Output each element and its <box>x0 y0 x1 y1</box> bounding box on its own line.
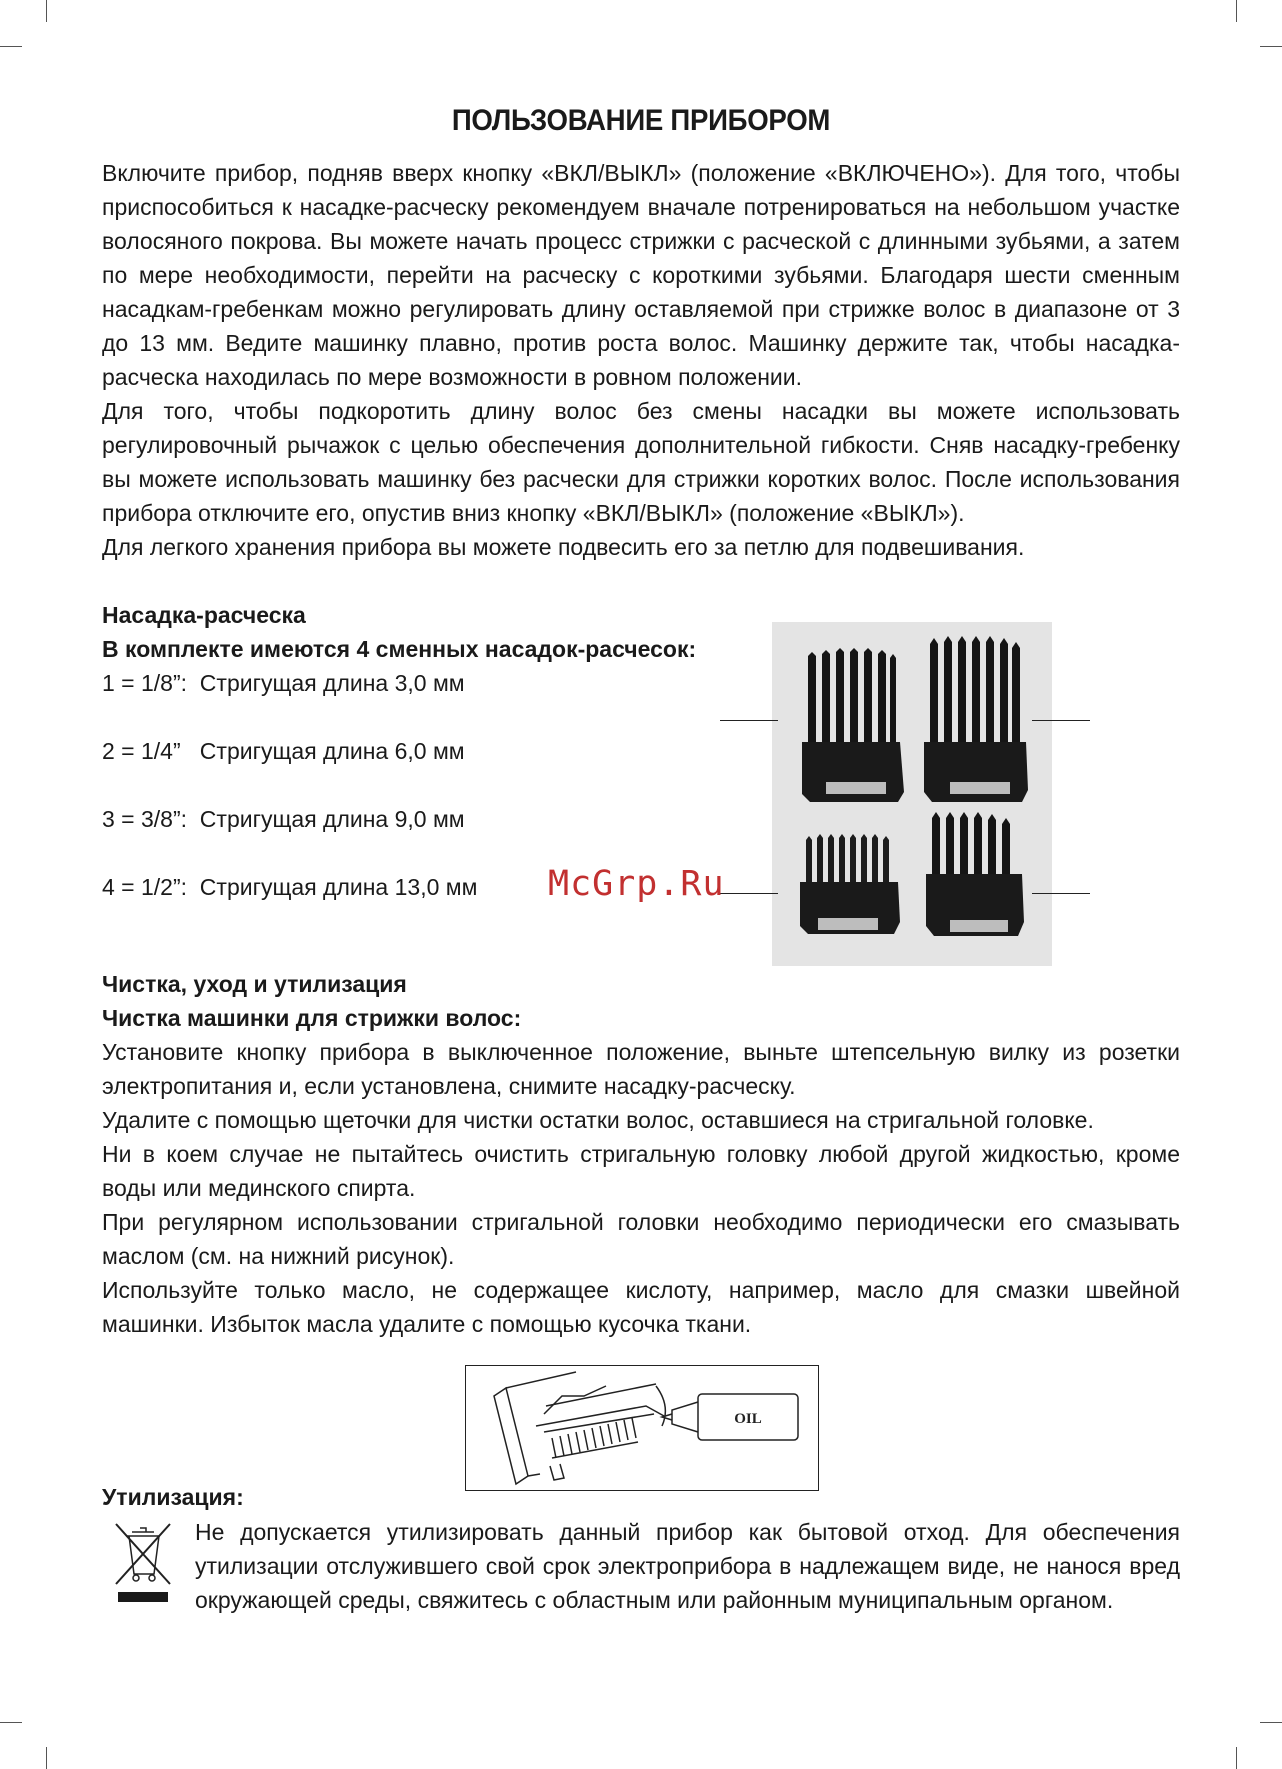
watermark: McGrp.Ru <box>548 864 725 904</box>
comb-heading: Насадка-расческа <box>102 602 306 628</box>
leader-line <box>720 720 778 721</box>
intro-paragraph: Для легкого хранения прибора вы можете подвесить его за петлю для подвешивания. <box>102 534 1025 560</box>
crossed-out-bin-icon <box>110 1520 176 1606</box>
crop-mark <box>0 46 22 47</box>
crop-mark <box>1260 46 1282 47</box>
oil-label: OIL <box>734 1411 762 1427</box>
page-title: ПОЛЬЗОВАНИЕ ПРИБОРОМ <box>451 104 831 137</box>
crop-mark <box>1260 1722 1282 1723</box>
cleaning-paragraph: Установите кнопку прибора в выключенное положение, выньте штепсельную вилку из розетки электропитания и, если установлена, снимите насадку-расческу. <box>102 1039 1180 1099</box>
cleaning-paragraph: Удалите с помощью щеточки для чистки остатки волос, оставшиеся на стригальной головке. <box>102 1107 1094 1133</box>
leader-line <box>720 893 778 894</box>
comb-item: 4 = 1/2”: Стригущая длина 13,0 мм <box>102 874 478 900</box>
cleaning-heading: Чистка, уход и утилизация <box>102 971 407 997</box>
disposal-heading: Утилизация: <box>102 1484 244 1510</box>
comb-subheading: В комплекте имеются 4 сменных насадок-расчесок: <box>102 636 697 662</box>
leader-line <box>1032 893 1090 894</box>
cleaning-paragraph: Используйте только масло, не содержащее кислоту, например, масло для смазки швейной машинки. Избыток масла удалите с помощью кусочка ткани. <box>102 1277 1180 1337</box>
crop-mark <box>1236 1747 1237 1769</box>
cleaning-subheading: Чистка машинки для стрижки волос: <box>102 1005 522 1031</box>
intro-paragraph: Для того, чтобы подкоротить длину волос без смены насадки вы можете использовать регулировочный рычажок с целью обеспечения дополнительной гибкости. Сняв насадку-гребенку вы можете использовать машинку без расчески для стрижки коротких волос. После использования прибора отключите его, опустив вниз кнопку «ВКЛ/ВЫКЛ» (положение «ВЫКЛ»). <box>102 398 1180 526</box>
intro-section <box>102 156 1180 564</box>
comb-item: 1 = 1/8”: Стригущая длина 3,0 мм <box>102 670 465 696</box>
crop-mark <box>0 1722 22 1723</box>
crop-mark <box>46 0 47 22</box>
oil-illustration <box>465 1365 819 1491</box>
comb-item: 3 = 3/8”: Стригущая длина 9,0 мм <box>102 806 465 832</box>
intro-paragraph: Включите прибор, подняв вверх кнопку «ВКЛ/ВЫКЛ» (положение «ВКЛЮЧЕНО»). Для того, чтобы приспособиться к насадке-расческу рекомендуем вначале потренироваться на небольшом участке волосяного покрова. Вы можете начать процесс стрижки с расческой с длинными зубьями, а затем по мере необходимости, перейти на расческу с короткими зубьями. Благодаря шести сменным насадкам-гребенкам можно регулировать длину оставляемой при стрижке волос в диапазоне от 3 до 13 мм. Ведите машинку плавно, против роста волос. Машинку держите так, чтобы насадка-расческа находилась по мере возможности в ровном положении. <box>102 160 1180 390</box>
disposal-text: Не допускается утилизировать данный прибор как бытовой отход. Для обеспечения утилизации отслужившего свой срок электроприбора в надлежащем виде, не нанося вред окружающей среды, свяжитесь с областным или районным муниципальным органом. <box>195 1519 1180 1613</box>
crop-mark <box>46 1747 47 1769</box>
cleaning-section <box>102 967 1180 1341</box>
comb-attachments-photo <box>772 622 1052 966</box>
oil-clipper-icon <box>466 1366 818 1490</box>
comb-item: 2 = 1/4” Стригущая длина 6,0 мм <box>102 738 465 764</box>
leader-line <box>1032 720 1090 721</box>
combs-icon <box>772 622 1052 966</box>
crop-mark <box>1236 0 1237 22</box>
cleaning-paragraph: При регулярном использовании стригальной головки необходимо периодически его смазывать маслом (см. на нижний рисунок). <box>102 1209 1180 1269</box>
cleaning-paragraph: Ни в коем случае не пытайтесь очистить стригальную головку любой другой жидкостью, кроме воды или мединского спирта. <box>102 1141 1180 1201</box>
